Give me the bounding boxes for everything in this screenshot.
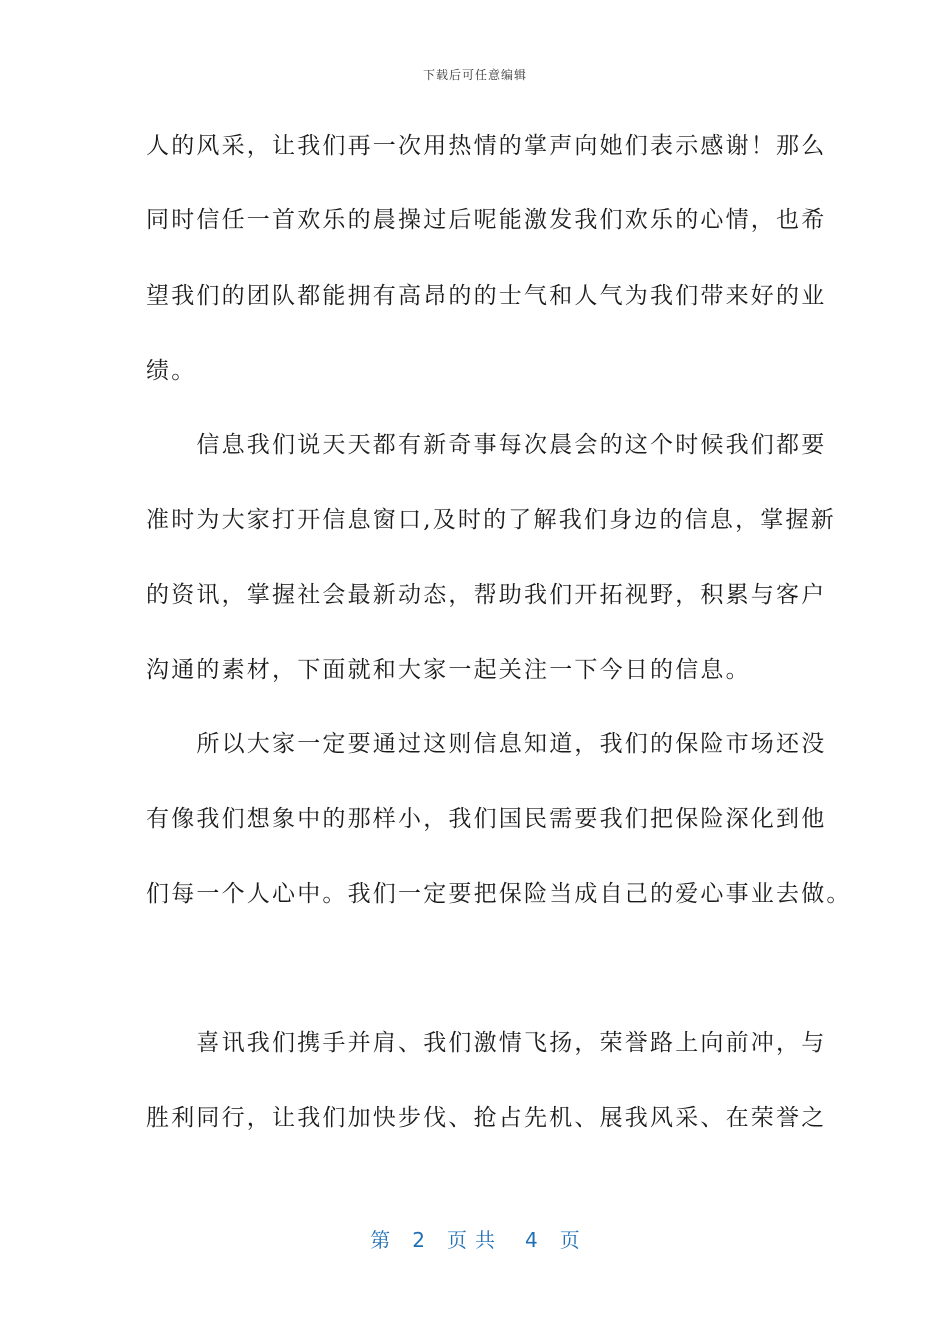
body-line: 人的风采，让我们再一次用热情的掌声向她们表示感谢！那么 xyxy=(146,133,827,159)
body-line: 有像我们想象中的那样小，我们国民需要我们把保险深化到他 xyxy=(146,806,827,832)
body-line: 同时信任一首欢乐的晨操过后呢能激发我们欢乐的心情，也希 xyxy=(146,207,827,233)
body-line: 喜讯我们携手并肩、我们激情飞扬，荣誉路上向前冲，与 xyxy=(146,1030,827,1056)
body-line: 信息我们说天天都有新奇事每次晨会的这个时候我们都要 xyxy=(146,432,827,458)
page-header: 下载后可任意编辑 xyxy=(422,68,527,82)
page-footer xyxy=(0,1224,950,1253)
body-line: 准时为大家打开信息窗口,及时的了解我们身边的信息，掌握新 xyxy=(146,507,836,533)
body-line: 望我们的团队都能拥有高昂的的士气和人气为我们带来好的业 xyxy=(146,283,827,309)
body-line: 们每一个人心中。我们一定要把保险当成自己的爱心事业去做。 xyxy=(146,881,852,907)
body-line: 胜利同行，让我们加快步伐、抢占先机、展我风采、在荣誉之 xyxy=(146,1105,827,1131)
body-line: 所以大家一定要通过这则信息知道，我们的保险市场还没 xyxy=(146,731,827,757)
footer-current-page: 2 xyxy=(412,1228,425,1252)
body-line: 的资讯，掌握社会最新动态，帮助我们开拓视野，积累与客户 xyxy=(146,582,827,608)
body-line: 绩。 xyxy=(146,358,197,384)
footer-middle: 页共 xyxy=(447,1228,503,1252)
footer-prefix: 第 xyxy=(370,1228,391,1252)
footer-suffix: 页 xyxy=(559,1228,580,1252)
footer-total-pages: 4 xyxy=(525,1228,538,1252)
body-line: 沟通的素材，下面就和大家一起关注一下今日的信息。 xyxy=(146,657,751,683)
